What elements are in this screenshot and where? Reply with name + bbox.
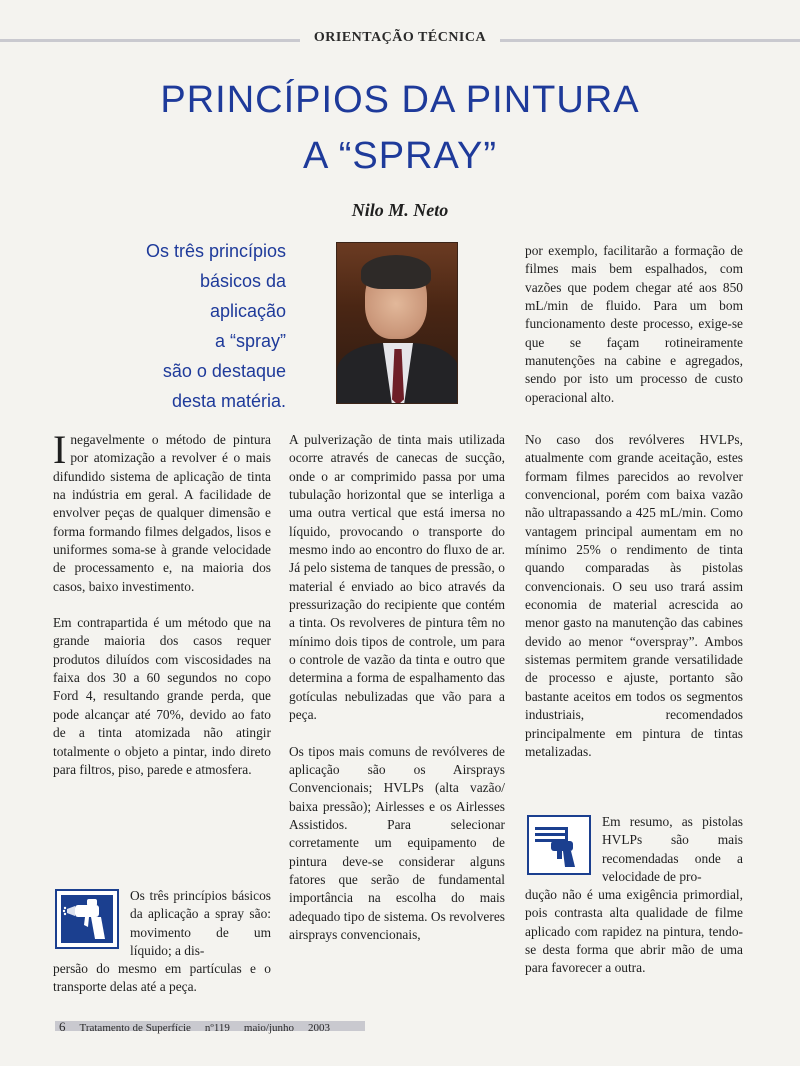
spray-gun-graphic [61,895,113,943]
author-photo [336,242,458,404]
spray-gun-graphic [533,821,585,869]
lead-text [90,236,286,416]
issue-month: maio/junho [243,1022,295,1034]
callout-text-1-cont: persão do mesmo em partículas e o transporte delas até a peça. [53,961,271,995]
issue-number: nº119 [204,1022,230,1034]
column-2 [289,431,505,962]
column-3-top [525,242,743,425]
lead-line: básicos da [199,271,286,291]
paragraph: Os tipos mais comuns de revólveres de aplicação são os Airsprays Convencionais; HVLPs (alta vazão/ baixa pressão); Airlesses e os Airlesses Assistidos. Para selecionar corretamente um equipamento de pintura deve-se considerar alguns fatores que serão de fundamental importância na escolha do mais adequado tipo de sistema. Os revolveres airsprays convencionais, [289,743,505,942]
section-rule-right [500,39,800,42]
page-number: 6 [59,1019,66,1034]
section-header [0,30,800,50]
paragraph-text: negavelmente o método de pintura por atomização a revolver é o mais difundido sistema de aplicação de tinta na indústria em geral. A facilidade de envolver peças de qualquer dimensão e forma formando filmes delgados, lisos e uniformes soma-se à grande velocidade de processamento e, na maioria dos casos, baixo investimento. [53,432,271,594]
issue-year: 2003 [308,1022,331,1034]
paragraph [53,427,271,596]
callout-text-1: Os três princípios básicos da aplicação a spray são: movimento de um líquido; a dis- [130,888,271,959]
author-name: Nilo M. Neto [351,200,449,220]
paragraph: A pulverização de tinta mais utilizada ocorre através de canecas de sucção, onde o ar comprimido passa por uma tubulação horizontal que se interliga a uma outra vertical que está imersa no líquido, provocando o transporte do mesmo indo ao encontro do fluxo de ar. Já pelo sistema de tanques de pressão, o material é enviado ao bico através da pressurização do recipiente que contém a tinta. Os revolveres de pintura têm no mínimo dois tipos de controle, um para o controle de vazão da tinta e outro que determina a forma de espalhamento das gotículas nebulizadas que vão para a peça. [289,432,505,723]
title-line-2: A “SPRAY” [302,135,498,177]
spray-gun-icon [55,889,119,949]
magazine-name: Tratamento de Superfície [79,1022,191,1034]
title-line-1: PRINCÍPIOS DA PINTURA [160,79,640,121]
column-1 [53,427,271,797]
callout-text-2-cont: dução não é uma exigência primordial, pois contrasta alta qualidade de filme aplicado com rapidez na pintura, tendo-se desta forma que abrir mão de uma para favorecer a outra. [525,887,743,976]
lead-line: aplicação [209,301,286,321]
paragraph: por exemplo, facilitarão a formação de filmes mais bem espalhados, com vazões que podem chegar até aos 850 mL/min de fluido. Para um bom funcionamento deste processo, exige-se que se façam rotineiramente manutenções na cabine e agregados, sendo por isto um processo de custo operacional alto. [525,243,743,405]
paragraph: Em contrapartida é um método que na grande maioria dos casos requer produtos diluídos com viscosidades na faixa dos 30 a 60 segundos no copo Ford 4, resultando grande perda, que pode alcançar até 70%, devido ao fato de a tinta atomizada não atingir totalmente o objeto a pintar, indo direto para filtros, piso, parede e atmosfera. [53,615,271,777]
callout-text-2: Em resumo, as pistolas HVLPs são mais recomendadas onde a velocidade de pro- [602,814,743,885]
lead-line: são o destaque [162,361,286,381]
drop-cap: I [53,427,67,472]
section-rule-left [0,39,300,42]
article-title [60,72,740,184]
page-footer [55,1019,365,1033]
section-label: ORIENTAÇÃO TÉCNICA [313,30,487,45]
lead-line: Os três princípios [145,241,286,261]
paragraph: No caso dos revólveres HVLPs, atualmente com grande aceitação, estes formam filmes parecidos ao revolver convencional, porém com baixa vazão não ultrapassando a 425 mL/min. Como vantagem principal aumentam em no mínimo 25% o rendimento de tinta quando comparadas às pistolas convencionais. O seu uso trará assim economia de material acrescida ao menor gasto na manutenção das cabines devido ao menor “overspray”. Ambos sistemas permitem grande versatilidade de processo e ajuste, portanto são bastante aceitos em todos os segmentos industriais, recomendados principalmente em pintura de tintas metalizadas. [525,432,743,759]
lead-line: a “spray” [214,331,286,351]
footer-text [59,1019,344,1035]
lead-line: desta matéria. [171,391,286,411]
photo-hair [361,255,431,289]
column-3 [525,431,743,779]
spray-gun-icon [527,815,591,875]
